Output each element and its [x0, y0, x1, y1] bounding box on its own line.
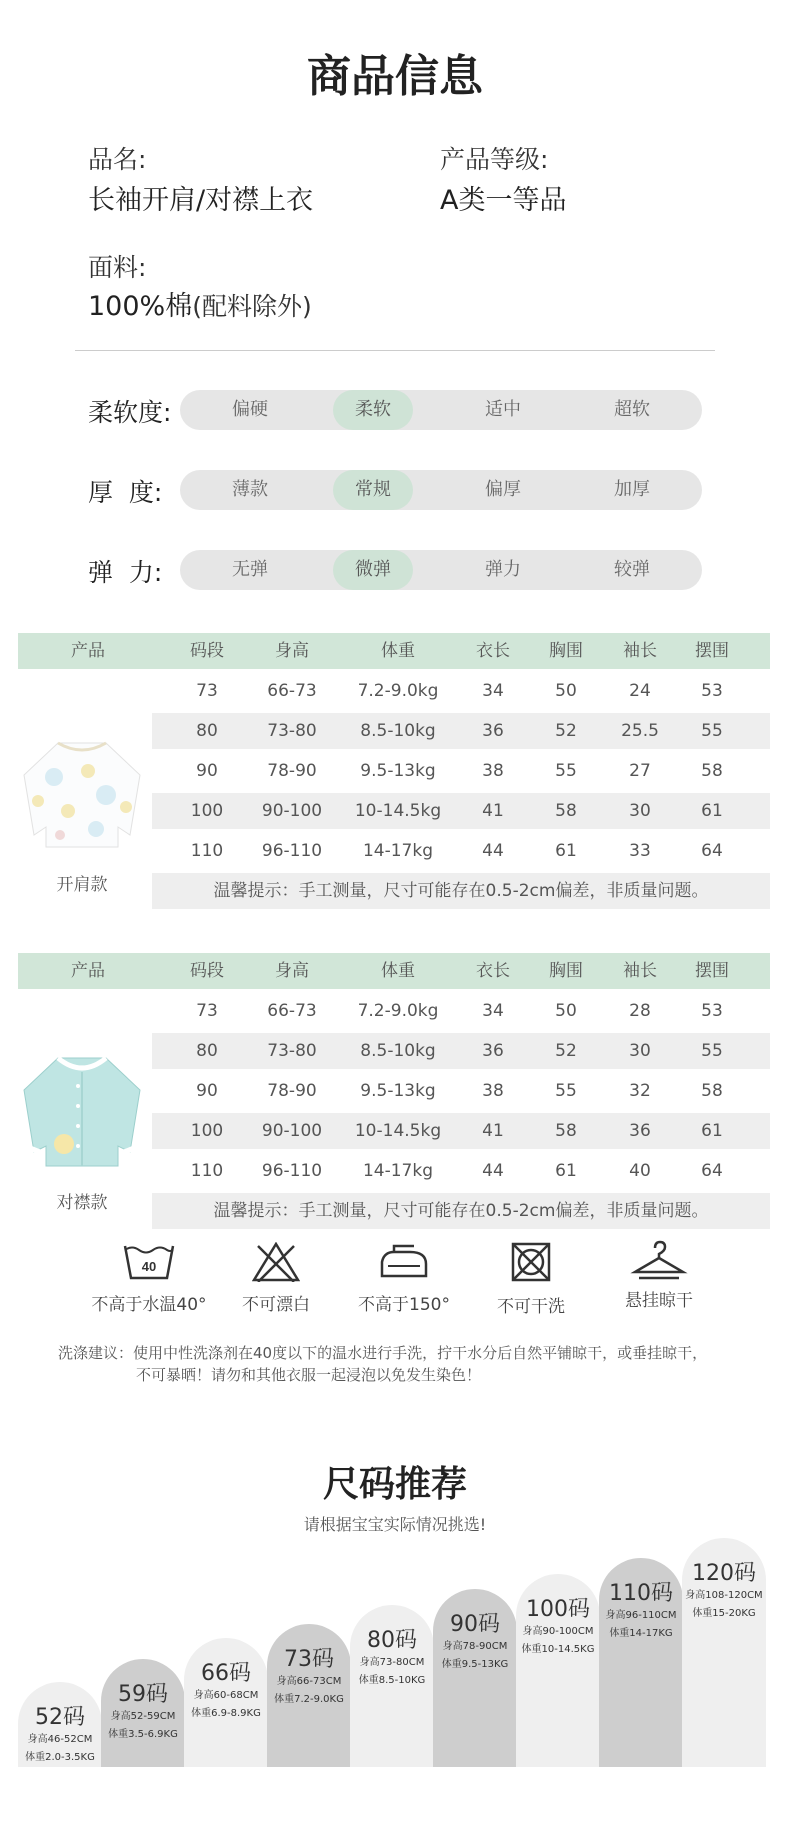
column-header: 体重 [381, 641, 415, 661]
attribute-option: 偏硬 [232, 399, 268, 420]
table-cell: 25.5 [621, 721, 659, 741]
fabric-label: 面料: [88, 253, 147, 282]
size-height: 身高66-73CM [276, 1676, 342, 1687]
table-cell: 30 [629, 801, 651, 821]
column-header: 摆围 [695, 641, 729, 661]
table-cell: 9.5-13kg [360, 1081, 436, 1101]
size-column [433, 1589, 517, 1767]
size-height: 身高90-100CM [522, 1626, 594, 1637]
column-header: 码段 [190, 641, 224, 661]
table-cell: 36 [629, 1121, 651, 1141]
attribute-option: 弹力 [485, 559, 521, 580]
table-row [152, 993, 770, 1029]
table-row [152, 793, 770, 829]
table-row [152, 1033, 770, 1069]
product-style-label: 开肩款 [56, 875, 108, 895]
table-cell: 52 [555, 721, 577, 741]
size-weight: 体重14-17KG [609, 1628, 673, 1639]
attribute-option-selected: 微弹 [333, 550, 413, 590]
table-cell: 58 [701, 1081, 723, 1101]
table-cell: 8.5-10kg [360, 1041, 436, 1061]
size-height: 身高60-68CM [193, 1690, 259, 1701]
table-cell: 38 [482, 1081, 504, 1101]
fabric-value: 100%棉 [88, 291, 193, 322]
size-weight: 体重7.2-9.0KG [274, 1694, 344, 1705]
size-code: 66码 [201, 1661, 251, 1686]
size-column [184, 1638, 268, 1767]
attribute-scale [180, 390, 702, 430]
care-iron [339, 1242, 469, 1315]
front-open-shirt-image [18, 1052, 146, 1170]
column-header: 体重 [381, 961, 415, 981]
table-cell: 73 [196, 681, 218, 701]
table-cell: 24 [629, 681, 651, 701]
table-cell: 55 [555, 1081, 577, 1101]
column-header: 身高 [275, 961, 309, 981]
table-cell: 7.2-9.0kg [357, 681, 439, 701]
table-cell: 53 [701, 1001, 723, 1021]
size-column [267, 1624, 351, 1767]
care-label: 不可漂白 [242, 1295, 310, 1315]
table-cell: 73 [196, 1001, 218, 1021]
attribute-option: 较弹 [614, 559, 650, 580]
table-cell: 30 [629, 1041, 651, 1061]
size-height: 身高78-90CM [442, 1641, 508, 1652]
size-height: 身高108-120CM [685, 1590, 763, 1601]
column-header: 袖长 [623, 961, 657, 981]
size-recommend-heading: 尺码推荐 [322, 1464, 467, 1505]
size-code: 80码 [367, 1628, 417, 1653]
size-table-header [18, 953, 770, 989]
column-header: 摆围 [695, 961, 729, 981]
wash-40-icon [121, 1242, 177, 1282]
table-cell: 36 [482, 721, 504, 741]
table-cell: 58 [555, 801, 577, 821]
size-code: 90码 [450, 1612, 500, 1637]
table-cell: 10-14.5kg [354, 1121, 442, 1141]
column-header: 衣长 [476, 961, 510, 981]
size-code: 73码 [284, 1647, 334, 1672]
measurement-note: 温馨提示：手工测量，尺寸可能存在0.5-2cm偏差，非质量问题。 [152, 873, 770, 909]
table-cell: 90-100 [261, 801, 323, 821]
table-cell: 34 [482, 1001, 504, 1021]
table-cell: 33 [629, 841, 651, 861]
table-cell: 55 [701, 1041, 723, 1061]
fabric-line [88, 284, 312, 323]
attribute-name: 柔软度: [88, 398, 172, 427]
table-cell: 8.5-10kg [360, 721, 436, 741]
attribute-name: 弹 力: [88, 558, 163, 587]
grade-label: 产品等级: [440, 145, 549, 174]
hanger-icon [629, 1238, 689, 1282]
table-cell: 73-80 [267, 721, 317, 741]
size-column [101, 1659, 185, 1767]
column-header: 衣长 [476, 641, 510, 661]
table-cell: 41 [482, 801, 504, 821]
shoulder-open-shirt-image [18, 735, 146, 853]
product-info-heading: 商品信息 [307, 51, 483, 102]
care-hang-dry [594, 1238, 724, 1311]
table-cell: 36 [482, 1041, 504, 1061]
size-weight: 体重3.5-6.9KG [108, 1729, 178, 1740]
table-cell: 38 [482, 761, 504, 781]
table-cell: 78-90 [267, 1081, 317, 1101]
table-row [152, 1153, 770, 1189]
table-cell: 61 [701, 801, 723, 821]
table-cell: 64 [701, 841, 723, 861]
table-cell: 7.2-9.0kg [357, 1001, 439, 1021]
size-column [599, 1558, 683, 1767]
table-cell: 44 [482, 1161, 504, 1181]
table-cell: 90-100 [261, 1121, 323, 1141]
table-cell: 96-110 [261, 841, 323, 861]
care-label: 不可干洗 [497, 1297, 565, 1317]
size-weight: 体重2.0-3.5KG [25, 1752, 95, 1763]
name-label: 品名: [88, 145, 147, 174]
size-height: 身高73-80CM [359, 1657, 425, 1668]
column-header: 胸围 [549, 641, 583, 661]
size-code: 52码 [35, 1705, 85, 1730]
care-label: 不高于水温40° [91, 1295, 207, 1315]
measurement-note: 温馨提示：手工测量，尺寸可能存在0.5-2cm偏差，非质量问题。 [152, 1193, 770, 1229]
care-label: 悬挂晾干 [625, 1291, 693, 1311]
table-cell: 44 [482, 841, 504, 861]
column-header: 身高 [275, 641, 309, 661]
attribute-option: 超软 [614, 399, 650, 420]
table-cell: 27 [629, 761, 651, 781]
table-cell: 50 [555, 1001, 577, 1021]
table-cell: 80 [196, 721, 218, 741]
table-cell: 41 [482, 1121, 504, 1141]
size-weight: 体重9.5-13KG [441, 1659, 509, 1670]
name-value: 长袖开肩/对襟上衣 [88, 185, 314, 216]
table-cell: 52 [555, 1041, 577, 1061]
column-header: 产品 [71, 641, 105, 661]
table-row [152, 713, 770, 749]
wash-temperature-text: 40 [141, 1259, 157, 1274]
column-header: 胸围 [549, 961, 583, 981]
table-cell: 100 [190, 801, 224, 821]
attribute-option: 无弹 [232, 559, 268, 580]
washing-advice-line1: 洗涤建议：使用中性洗涤剂在40度以下的温水进行手洗，拧干水分后自然平铺晾干，或垂挂晾干， [58, 1344, 708, 1362]
table-cell: 10-14.5kg [354, 801, 442, 821]
size-weight: 体重10-14.5KG [521, 1644, 595, 1655]
table-cell: 14-17kg [362, 841, 434, 861]
size-code: 120码 [692, 1561, 756, 1586]
table-cell: 40 [629, 1161, 651, 1181]
table-cell: 34 [482, 681, 504, 701]
attribute-option-selected: 常规 [333, 470, 413, 510]
table-row [152, 1073, 770, 1109]
table-cell: 58 [555, 1121, 577, 1141]
table-cell: 66-73 [267, 1001, 317, 1021]
table-cell: 55 [701, 721, 723, 741]
care-no-dry-clean [466, 1242, 596, 1317]
table-cell: 61 [701, 1121, 723, 1141]
size-column [682, 1538, 766, 1767]
table-cell: 66-73 [267, 681, 317, 701]
column-header: 袖长 [623, 641, 657, 661]
size-column [516, 1574, 600, 1767]
attribute-scale [180, 550, 702, 590]
attribute-option: 加厚 [614, 479, 650, 500]
table-cell: 110 [190, 841, 224, 861]
table-cell: 110 [190, 1161, 224, 1181]
attribute-row [88, 550, 708, 590]
table-cell: 53 [701, 681, 723, 701]
column-header: 产品 [71, 961, 105, 981]
product-style-label: 对襟款 [56, 1193, 108, 1213]
attribute-name: 厚 度: [88, 478, 163, 507]
washing-advice-line2: 不可暴晒！请勿和其他衣服一起浸泡以免发生染色！ [136, 1366, 482, 1384]
size-code: 110码 [609, 1581, 673, 1606]
table-cell: 90 [196, 1081, 218, 1101]
table-cell: 28 [629, 1001, 651, 1021]
table-cell: 55 [555, 761, 577, 781]
attribute-option: 薄款 [232, 479, 268, 500]
size-code: 59码 [118, 1682, 168, 1707]
size-height: 身高46-52CM [27, 1734, 93, 1745]
size-table-header [18, 633, 770, 669]
care-wash-40 [84, 1242, 214, 1315]
attribute-option: 适中 [485, 399, 521, 420]
iron-icon [376, 1242, 432, 1282]
size-recommend-subtitle: 请根据宝宝实际情况挑选! [303, 1515, 487, 1534]
size-height: 身高96-110CM [605, 1610, 677, 1621]
table-row [152, 753, 770, 789]
size-weight: 体重8.5-10KG [358, 1675, 426, 1686]
table-cell: 96-110 [261, 1161, 323, 1181]
size-column [350, 1605, 434, 1767]
size-weight: 体重6.9-8.9KG [191, 1708, 261, 1719]
fabric-note: (配料除外) [192, 292, 312, 321]
table-cell: 80 [196, 1041, 218, 1061]
table-cell: 50 [555, 681, 577, 701]
size-weight: 体重15-20KG [692, 1608, 756, 1619]
section-divider [75, 350, 715, 351]
attribute-scale [180, 470, 702, 510]
size-column [18, 1682, 102, 1767]
table-cell: 73-80 [267, 1041, 317, 1061]
care-no-bleach [211, 1242, 341, 1315]
attribute-row [88, 470, 708, 510]
table-cell: 100 [190, 1121, 224, 1141]
attribute-row [88, 390, 708, 430]
size-height: 身高52-59CM [110, 1711, 176, 1722]
no-bleach-icon [252, 1242, 300, 1282]
table-row [152, 1113, 770, 1149]
no-dry-clean-icon [507, 1242, 555, 1284]
table-cell: 32 [629, 1081, 651, 1101]
grade-value: A类一等品 [440, 185, 567, 216]
attribute-option: 偏厚 [485, 479, 521, 500]
table-cell: 61 [555, 1161, 577, 1181]
table-row [152, 673, 770, 709]
table-cell: 9.5-13kg [360, 761, 436, 781]
table-row [152, 833, 770, 869]
table-cell: 58 [701, 761, 723, 781]
size-code: 100码 [526, 1597, 590, 1622]
washing-advice [58, 1342, 758, 1386]
table-cell: 78-90 [267, 761, 317, 781]
table-cell: 61 [555, 841, 577, 861]
attribute-option-selected: 柔软 [333, 390, 413, 430]
care-label: 不高于150° [358, 1295, 450, 1315]
table-cell: 90 [196, 761, 218, 781]
table-cell: 64 [701, 1161, 723, 1181]
table-cell: 14-17kg [362, 1161, 434, 1181]
column-header: 码段 [190, 961, 224, 981]
